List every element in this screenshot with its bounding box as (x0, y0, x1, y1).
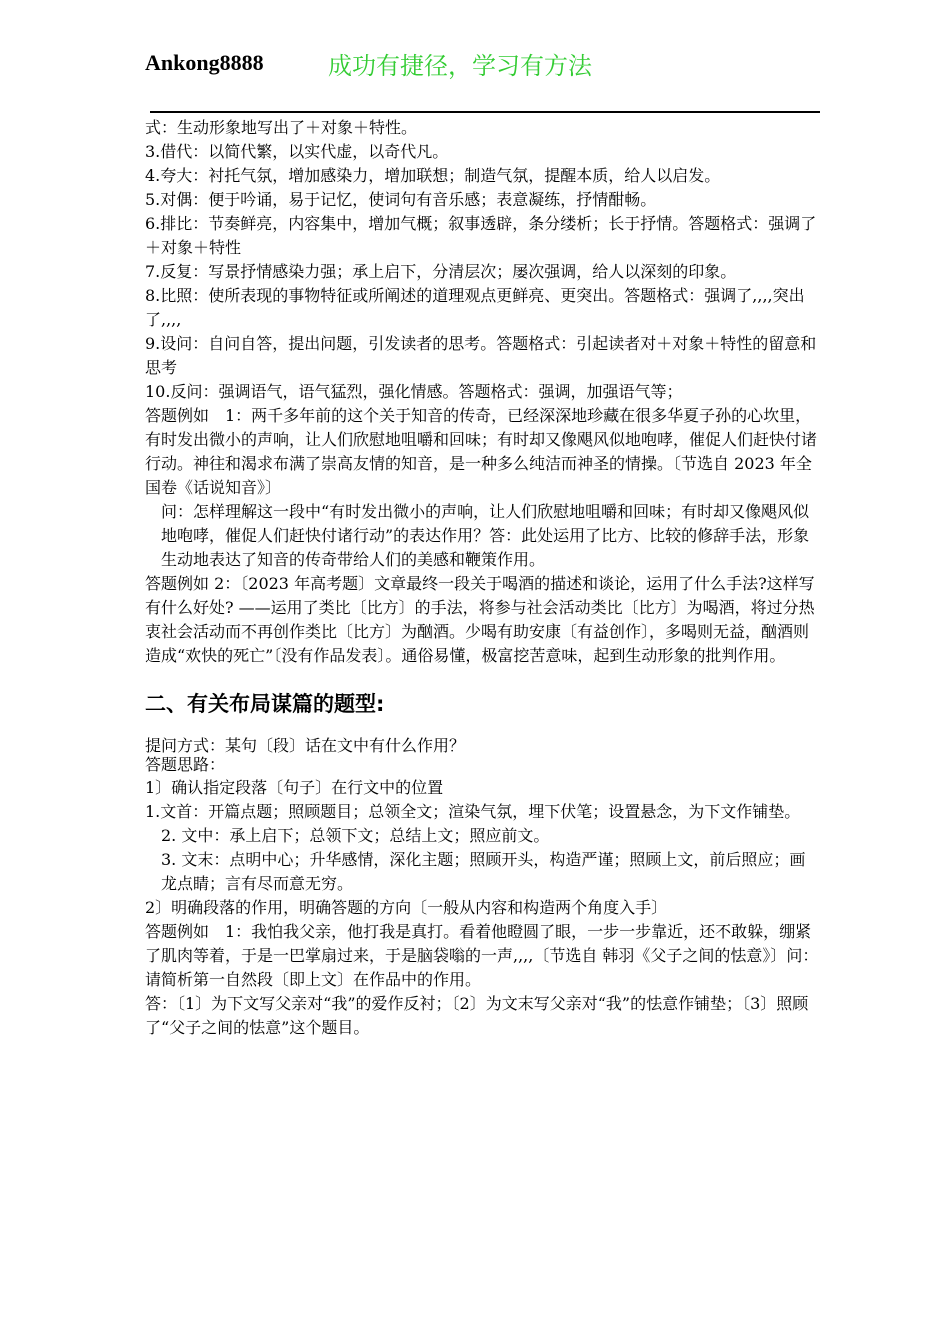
paragraph: 式：生动形象地写出了＋对象＋特性。 (145, 118, 418, 137)
paragraph: 问：怎样理解这一段中“有时发出微小的声响，让人们欣慰地咀嚼和回味；有时却又像飓风似地咆哮，催促人们赶快付诸行动”的表达作用？答：此处运用了比方、比较的修辞手法，形象生动地表达了知音的传奇带给人们的美感和鞭策作用。 (161, 502, 810, 569)
paragraph: 6.排比：节奏鲜亮，内容集中，增加气概；叙事透辟，条分缕析；长于抒情。答题格式：强调了＋对象＋特性 (145, 214, 817, 257)
paragraph: 10.反问：强调语气，语气猛烈，强化情感。答题格式：强调，加强语气等； (145, 382, 683, 401)
section-heading: 二、有关布局谋篇的题型: (145, 692, 385, 716)
paragraph: 2〕明确段落的作用，明确答题的方向〔一般从内容和构造两个角度入手〕 (145, 898, 668, 917)
document-body (145, 116, 820, 1040)
paragraph: 3. 文末：点明中心；升华感情，深化主题；照顾开头，构造严谨；照顾上文，前后照应；画龙点睛；言有尽而意无穷。 (161, 850, 806, 893)
paragraph: 答：〔1〕为下文写父亲对“我”的爱作反衬；〔2〕为文末写父亲对“我”的怯意作铺垫；〔3〕照顾了“父子之间的怯意”这个题目。 (145, 994, 809, 1037)
paragraph: 8.比照：使所表现的事物特征或所阐述的道理观点更鲜亮、更突出。答题格式：强调了,,,,突出了,,,, (145, 286, 805, 329)
paragraph: 提问方式：某句〔段〕话在文中有什么作用？ (145, 736, 466, 755)
paragraph: 答题例如 2：〔2023 年高考题〕文章最终一段关于喝酒的描述和谈论，运用了什么手法?这样写有什么好处? ——运用了类比〔比方〕的手法，将参与社会活动类比〔比方〕为喝酒，将过分热衷社会活动而不再创作类比〔比方〕为酗酒。少喝有助安康〔有益创作〕，多喝则无益，酗酒则造成“欢快的死亡”〔没有作品发表〕。通俗易懂，极富挖苦意味，起到生动形象的批判作用。 (145, 574, 815, 665)
paragraph: 9.设问：自问自答，提出问题，引发读者的思考。答题格式：引起读者对＋对象＋特性的留意和思考 (145, 334, 817, 377)
paragraph: 1.文首：开篇点题；照顾题目；总领全文；渲染气氛，埋下伏笔；设置悬念，为下文作铺垫。 (145, 802, 801, 821)
paragraph: 7.反复：写景抒情感染力强；承上启下，分清层次；屡次强调，给人以深刻的印象。 (145, 262, 737, 281)
paragraph: 4.夸大：衬托气氛，增加感染力，增加联想；制造气氛，提醒本质，给人以启发。 (145, 166, 721, 185)
paragraph: 2. 文中：承上启下；总领下文；总结上文；照应前文。 (161, 826, 550, 845)
paragraph: 1〕确认指定段落〔句子〕在行文中的位置 (145, 778, 444, 797)
slogan: 成功有捷径，学习有方法 (328, 52, 592, 80)
paragraph: 5.对偶：便于吟诵，易于记忆，使词句有音乐感；表意凝练，抒情酣畅。 (145, 190, 657, 209)
paragraph: 3.借代：以简代繁，以实代虚，以奇代凡。 (145, 142, 449, 161)
paragraph: 答题例如 1：两千多年前的这个关于知音的传奇，已经深深地珍藏在很多华夏子孙的心坎里，有时发出微小的声响，让人们欣慰地咀嚼和回味；有时却又像飓风似地咆哮，催促人们赶快付诸行动。神往和渴求布满了崇高友情的知音，是一种多么纯洁而神圣的情操。〔节选自 2023 年全国卷《话说知音》〕 (145, 406, 818, 497)
paragraph: 答题思路： (145, 755, 226, 774)
paragraph: 答题例如 1：我怕我父亲，他打我是真打。看着他瞪圆了眼，一步一步靠近，还不敢躲，绷紧了肌肉等着，于是一巴掌扇过来，于是脑袋嗡的一声,,,,〔节选自 韩羽《父子之间的怯意》〕问：请简析第一自然段〔即上文〕在作品中的作用。 (145, 922, 819, 989)
header-divider (150, 111, 820, 113)
brand-name: Ankong8888 (145, 50, 264, 75)
page-header (145, 44, 825, 84)
